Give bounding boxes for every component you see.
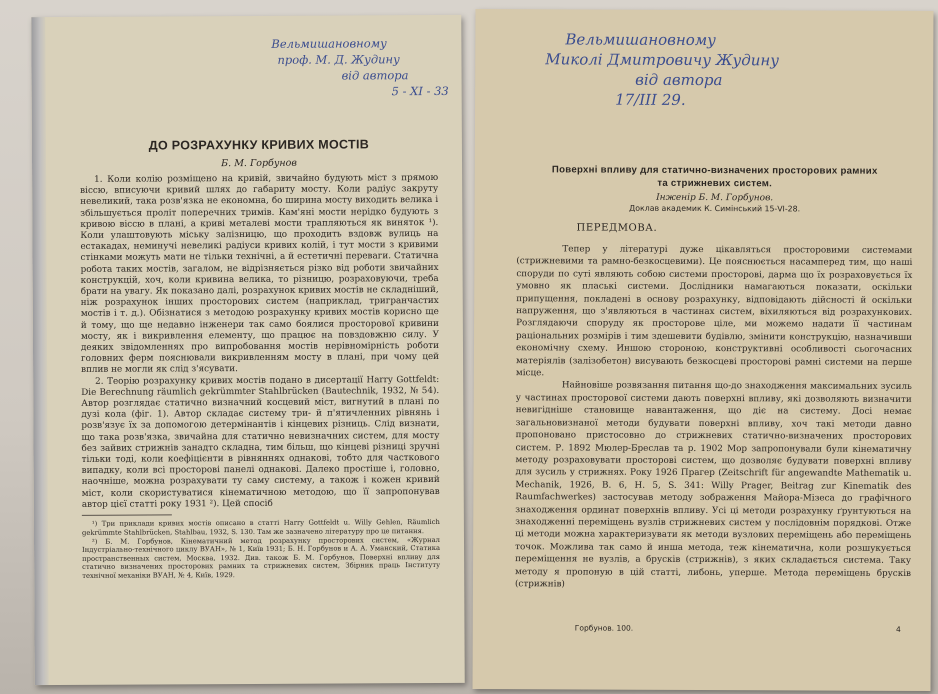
dedication-date: 5 - XI - 33 bbox=[391, 83, 449, 99]
right-document-page bbox=[473, 9, 934, 691]
body-paragraph: 2. Теорію розрахунку кривих мостів подано в дисертації Harry Gottfeldt: Die Berechnung räumlich gekrümmter Stahlbrücken (Bautechnik, 1932, № 54). Автор розглядає статично визначний косцевий міст, вигнутий в плані по дузі кола (фіг. 1). Автор складає систему три- й п'ятичленних рівнянь і розв'язує їх за допомогою детермінантів і кінцевих різниць. Слід визнати, що така розв'язка, звичайна для статично невизначних систем, для мосту без зайвих стрижнів занадто складна, тим більш, що кінцеві різниці зручні тільки тоді, коли коефіцієнти в рівняннях однакові, тобто для часткового випадку, коли всі просторові панелі однакові. Далеко простіше і, головно, наочніше, можна розрахувати ту саму систему, а також і кожен кривий міст, коли скористуватися кінематичною методою, що її запропонував автор цієї статті року 1931 ²). Цей спосіб bbox=[81, 374, 440, 510]
right-article-body bbox=[515, 243, 913, 592]
left-footnotes bbox=[82, 518, 440, 580]
document-spine bbox=[31, 17, 48, 685]
dedication-line: проф. М. Д. Жудину bbox=[277, 52, 400, 67]
right-handwritten-dedication bbox=[545, 29, 925, 111]
dedication-line: від автора bbox=[635, 70, 723, 90]
dedication-line: Миколі Дмитровичу Жудину bbox=[545, 50, 780, 70]
footnote-rule bbox=[82, 514, 172, 515]
title-line: та стрижневих систем. bbox=[657, 177, 773, 190]
right-article-author: Інженір Б. М. Горбунов. bbox=[656, 192, 774, 204]
dedication-date: 17/III 29. bbox=[615, 90, 686, 109]
left-handwritten-dedication bbox=[271, 35, 461, 100]
page-footer bbox=[515, 623, 911, 634]
footnote: ¹) Три приклади кривих мостів описано в статті Harry Gottfeldt u. Willy Gehlen, Räumlich gekrümmte Stahlbrücken, Stahlbau, 1932, S. 130. Там же зазначено літературу про це питання. bbox=[81, 518, 440, 537]
preface-heading: ПЕРЕДМОВА. bbox=[576, 222, 658, 234]
reported-by: Доклав академик К. Симінський 15-VI-28. bbox=[629, 203, 801, 214]
left-document-page bbox=[31, 15, 464, 685]
body-paragraph: Тепер у літературі дуже цікавляться просторовими системами (стрижневими та рамно-безкосцевими). Це пояснюється насамперед тим, що наші споруди по суті являють собою системи просторові, дарма що їх розраховується їх умовно як плаські системи. Дослідники намагаються показати, оскільки припущення, покладені в основу розрахунку, відповідають дійсності й оскільки напруження, що з'являються в частинах систем, віхиляються від розрахункових. Розглядаючи споруду як просторове ціле, ми можемо надати її частинам раціональних розмірів і тим здешевити будівлю, змінити конструкцію, назначивши економічну схему. Иншою стороною, конструктивні особливості сьогочасних матеріялів (залізобетон) висувають безкосцеві просторові рамні системи на перше місце. bbox=[515, 244, 913, 379]
left-article-author: Б. М. Горбунов bbox=[221, 157, 297, 170]
body-paragraph: Найновіше розвязання питання що-до знаходження максимальних зусиль у частинах просторової системи дають поверхні впливу, які дозволяють визначити невигідніше становище навантаження, що діє на систему. Досі немає загальновизнаної методи будувати поверхні впливу, хоч такі методи давно пропоновано пристосовно до стрижневих статично-визначених просторових систем. Р. 1892 Мюлер-Бреслав та р. 1902 Мор запропонували були кінематичну методу розраховувати просторові систем, що дозволяє будувати поверхні впливу для зусиль у стрижнях. Року 1926 Прагер (Zeitschrift für angewandte Mathematik u. Mechanik, 1926, B. 6, H. 5, S. 341: Willy Prager, Beitrag zur Kinematik des Raumfachwerkes) застосував методу зображення Майора-Мізеса до графічного знаходження ординат поверхнів впливу. Усі ці методи розрахунку ґрунтуються на знаходженні переміщень вузлів стрижневих систем у послідовнім порядкові. Отже ці методи можна характеризувати як методи вузлових переміщень або переміщень точок. Можлива так само й инша метода, теж кінематична, коли розшукується переміщення не вузлів, а брусків (стрижнів), з яких складається система. Таку методу я пропоную в цій статті, либонь, уперше. Метода переміщень брусків (стрижнів) bbox=[514, 380, 912, 590]
body-paragraph: 1. Коли колію розміщено на кривій, звичайно будують міст з прямою віссю, вписуючи кривий шлях до габариту мосту. Коли радіус закруту невеликий, така розв'язка не економна, бо ширина мосту виходить велика і збільшується проліт поперечних тримів. Кам'яні мости нерідко будують з кривою віссю в плані, а криві металеві мости трапляються як виняток ¹). Коли улаштовують міську залізницю, що проходить вздовж вулиць на естакадах, неминучі невеликі радіуси кривих колій, і тут мости з кривими стінками можуть мати не тільки технічні, а й естетичні переваги. Статична робота таких мостів, загалом, не відрізняється різко від роботи звичайних конструкцій, хоч, коли кривина велика, то різницю, розраховуючи, треба брати на увагу. Як показано далі, розрахунок кривих мостів не складніший, ніж розрахунок інших просторових систем (наприклад, тригранчастих мостів і т. д.). Обізнатися з методою розрахунку кривих мостів корисно ще й тому, що ще недавно інженери так само боялися просторової кривини мосту, як і викривлення елементу, що працює на повздовжню силу. У деяких звідомленнях про випробовання мостів нерівномірність роботи головних ферм пояснювали викривленням мосту в плані, при чому цей вплив не могли як слід з'ясувати. bbox=[80, 173, 440, 376]
dedication-line: Вельмишановному bbox=[271, 36, 387, 51]
footnote: ²) Б. М. Горбунов, Кінематичний метод розрахунку просторових систем, «Журнал Індустріально-технічного циклу ВУАН», № 1, Київ 1931; Б. Н. Горбунов и А. А. Уманский, Статика пространственных систем, Москва, 1932. Див. також Б. М. Горбунов, Поверхні впливу для статично визначених просторових рамних та стрижневих систем, Збірник праць Інституту технічної механіки ВУАН, № 4, Київ, 1929. bbox=[82, 535, 441, 580]
dedication-line: від автора bbox=[341, 68, 409, 83]
left-article-body bbox=[80, 173, 440, 511]
right-article-title bbox=[517, 163, 913, 191]
dedication-line: Вельмишановному bbox=[565, 30, 716, 50]
title-line: Поверхні впливу для статично-визначених просторових рамних bbox=[551, 164, 878, 177]
footer-signature: Горбунов. 100. bbox=[574, 623, 634, 633]
page-number: 4 bbox=[895, 624, 901, 634]
left-article-title: ДО РОЗРАХУНКУ КРИВИХ МОСТІВ bbox=[148, 137, 370, 153]
